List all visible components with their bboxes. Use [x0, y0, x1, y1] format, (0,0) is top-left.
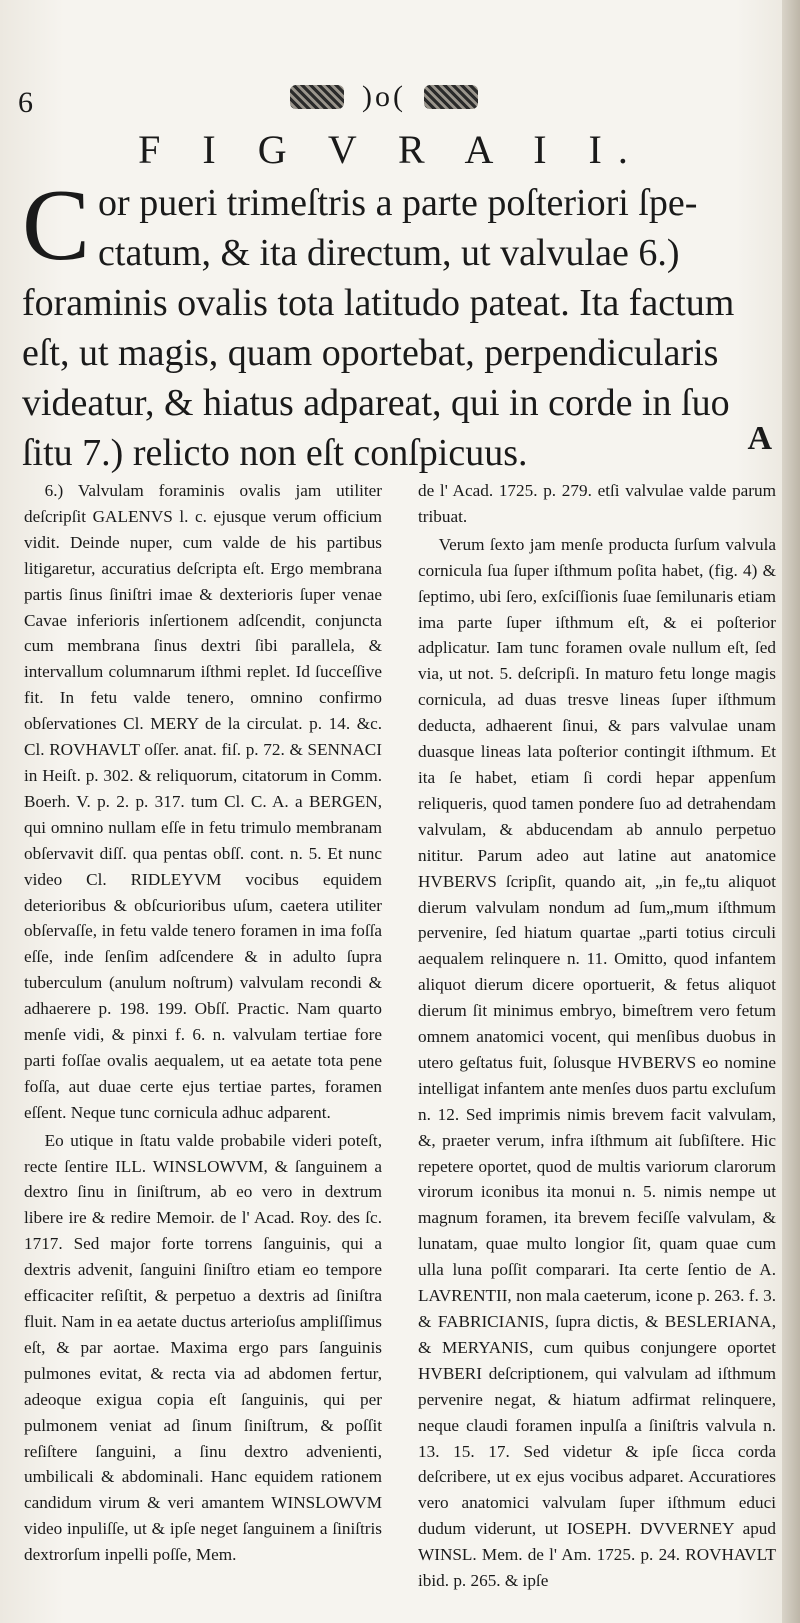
ornament-left-icon — [290, 85, 344, 109]
running-head-text: )o( — [362, 80, 406, 113]
figure-caption — [22, 169, 774, 478]
page-number: 6 — [18, 86, 33, 119]
paragraph: de l' Acad. 1725. p. 279. etſi valvulae valde parum tribuat. — [418, 481, 776, 526]
caption-text: or pueri trimeſtris a parte poſteriori ſpe-ctatum, & ita directum, ut valvulae 6.) foraminis ovalis tota latitudo pateat. Ita factum eſt, ut magis, quam oportebat, perpendicularis videatur, & hiatus adpareat, qui in corde in ſuo ſitu 7.) relicto non eſt conſpicuus. — [22, 182, 735, 474]
paragraph: 6.) Valvulam foraminis ovalis jam utiliter deſcripſit GALENVS l. c. ejusque verum officium vidit. Deinde nuper, cum valde de his partibus litigaretur, accuratius deſcripta eſt. Ergo membrana partis ſinus ſiniſtri imae & dexterioris ſuper venae Cavae inferioris inſertionem adſcendit, conjuncta cum membrana ſinus dextri ſibi parallela, & intervallum columnarum iſthmi replet. Id ſucceſſive fit. In fetu valde tenero, omnino confirmo obſervationes Cl. MERY de la circulat. p. 14. &c. Cl. ROVHAVLT oſſer. anat. fiſ. p. 72. & SENNACI in Heiſt. p. 302. & reliquorum, citatorum in Comm. Boerh. V. p. 2. p. 317. tum Cl. C. A. a BERGEN, qui omnino nullam eſſe in fetu trimulo membranam obſervavit diſſ. qua pentas obſſ. cont. n. 5. Et nunc video Cl. RIDLEYVM vocibus equidem deterioribus & obſcurioribus uſum, caetera utiliter obſervaſſe, in fetu valde tenero foramen in ima foſſa eſſe, inde ſenſim adſcendere & in adulto ſupra tuberculum (anulum noſtrum) valvulam recondi & adhaerere p. 198. 199. Obſſ. Practic. Nam quarto menſe vidi, & pinxi f. 6. n. valvulam tertiae fore parti foſſae ovalis aequalem, ut ea aetate tota pene foſſa, aut duae certe ejus tertiae partes, foramen eſſent. Neque tunc cornicula adhuc adparent. — [24, 481, 382, 1122]
page-edge — [782, 0, 800, 1623]
ornament-right-icon — [424, 85, 478, 109]
footnote-column-right — [418, 478, 776, 1594]
paragraph: Eo utique in ſtatu valde probabile videri poteſt, recte ſentire ILL. WINSLOWVM, & ſanguinem a dextro ſinu in ſiniſtrum, ab eo vero in dextrum libere ire & redire Memoir. de l' Acad. Roy. des ſc. 1717. Sed major forte torrens ſanguinis, qui a dextris advenit, ſanguini ſiniſtro etiam eo tempore efficaciter reſiſtit, & perpetuo a dextris ad ſiniſtra fluit. Nam in ea aetate ductus arterioſus ampliſſimus eſt, & par aortae. Maxima ergo pars ſanguinis pulmones evitat, & recta via ad abdomen fertur, adeoque exigua copia eſt ſanguinis, qui per pulmonem veniat ad ſinum ſiniſtrum, & poſſit reſiſtere ſanguini, a ſinu dextro advenienti, umbilicali & abdominali. Hanc equidem rationem candidum virum & veri amantem WINSLOWVM video inpuliſſe, ut & ipſe neget ſanguinem a ſiniſtris dextrorſum inpelli poſſe, Mem. — [24, 1130, 382, 1565]
running-head — [290, 80, 478, 114]
figure-title: F I G V R A I I. — [138, 127, 644, 172]
catchword: A — [747, 420, 772, 457]
drop-cap: C — [22, 169, 91, 282]
paragraph: Verum ſexto jam menſe producta ſurſum valvula cornicula ſua ſuper iſthmum poſita habet, (fig. 4) & ſeptimo, ubi ſero, exſciſſionis ſuae ſemilunaris etiam ima parte ſuper iſthmum eſt, & ei poſterior adplicatur. Iam tunc foramen ovale nullum eſt, ſed via, ut not. 5. deſcripſi. In maturo fetu longe magis cornicula, ad duas tresve lineas ſuper iſthmum deducta, adhaerent ſinui, & pars valvulae unam duasque lineas lata poſterior contingit iſthmum. Et ita ſe habet, etiam ſi cordi hepar appenſum reliqueris, quod tamen pondere ſuo ad detrahendam valvulam, & abducendam ab annulo perpetuo nititur. Parum adeo aut latine aut anatomice HVBERVS ſcripſit, quando ait, „in fe„tu aliquot dierum valvulam nondum ad ſum„mum iſthmum pervenire, ſed hiatum quartae „parti totius circuli aequalem relinquere n. 11. Omitto, quod infantem aliquot dierum dicere oportuerit, & fetus aliquot dierum ſit minimus embryo, bimeſtrem vero fetum omnem anatomici vocent, qui menſibus duobus in utero geſtatus fuit, ſolusque HVBERVS eo nomine intelligat infantem ante menſes duos partu excluſum n. 12. Sed imprimis nimis brevem facit valvulam, &, praeter verum, infra iſthmum ait ſubſiſtere. Hic repetere oportet, quod de multis variorum clarorum virorum iconibus ita monui n. 5. nimis nempe ut magnum foramen, ita brevem feciſſe valvulam, & lunatam, quae multo longior ſit, quam quae cum ulla luna poſſit comparari. Ita certe ſentio de A. LAVRENTII, non mala caeterum, icone p. 263. f. 3. & FABRICIANIS, ſupra dictis, & BESLERIANA, & MERYANIS, cum quibus conjungere oportet HVBERI deſcriptionem, qui valvulam ad iſthmum pervenire negat, & hiatum adfirmat relinquere, neque claudi foramen inpulſa a ſiniſtris valvula n. 13. 15. 17. Sed videtur & ipſe ſicca corda deſcribere, ut ex ejus vocibus adparet. Accuratiores vero anatomici valvulam ſuper iſthmum educi dudum viderunt, ut IOSEPH. DVVERNEY apud WINSL. Mem. de l' Am. 1725. p. 24. ROVHAVLT ibid. p. 265. & ipſe — [418, 534, 776, 1591]
footnote-column-left — [24, 478, 382, 1568]
